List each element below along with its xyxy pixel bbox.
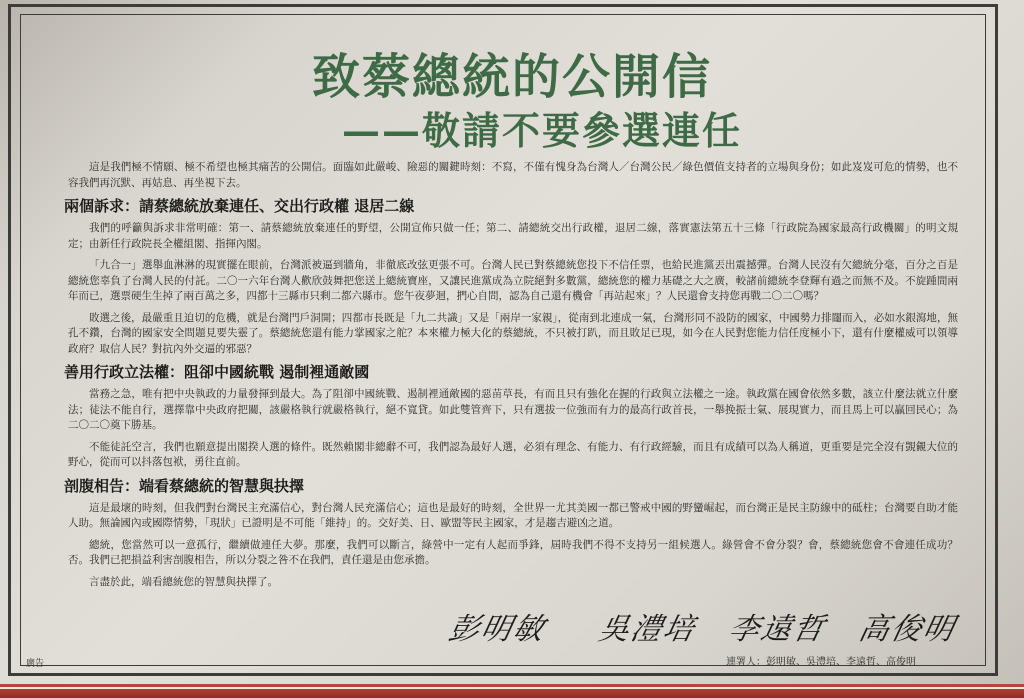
signature-1: 彭明敏: [445, 612, 549, 647]
section1-paragraph: 我們的呼籲與訴求非常明確：第一、請蔡總統放棄連任的野望，公開宣佈只做一任；第二、請總統交出行政權，退居二線，落實憲法第五十三條「行政院為國家最高行政機關」的明文規定；由新任行政院長全權組閣、指揮內閣。: [68, 222, 958, 250]
letter-body: [64, 160, 958, 596]
ad-label: 廣告: [26, 659, 45, 669]
red-footer-strip: [0, 684, 1024, 698]
page-subtitle: ——敬請不要參選連任: [341, 108, 742, 153]
closing-paragraph: 言盡於此，端看總統您的智慧與抉擇了。: [89, 575, 278, 588]
signature-3: 李遠哲: [725, 612, 829, 647]
section1-paragraph: 敗選之後，最嚴重且迫切的危機，就是台灣門戶洞開；四都市長既是「九二共識」又是「兩岸一家親」，從南到北連成一氣，台灣形同不設防的國家，中國勢力排闥而入，必如水銀瀉地，無孔不鑽，台灣的國家安全問題見要失靈了。蔡總統您還有能力掌國家之舵？本來權力極大化的蔡總統，不只被打趴，而且敗足已現，如今在人民對您能力信任度極小下，還有什麼權威可以領導政府？取信人民？對抗內外交逼的邪惡？: [68, 311, 958, 355]
signers-line: 連署人：彭明敏、吳澧培、李遠哲、高俊明: [726, 657, 916, 668]
intro-paragraph: 這是我們極不情願、極不希望也極其痛苦的公開信。面臨如此嚴峻、險惡的關鍵時刻：不寫，不僅有愧身為台灣人／台灣公民／綠色價值支持者的立場與身份；如此岌岌可危的情勢，也不容我們再沉默、再姑息、再坐視下去。: [68, 161, 958, 189]
section-heading-3: 剖腹相告：端看蔡總統的智慧與抉擇: [64, 476, 305, 495]
signature-4: 高俊明: [855, 612, 959, 647]
section2-paragraph: 不能徒託空言，我們也願意提出閣揆人選的條件。既然賴閣非總辭不可，我們認為最好人選，必須有理念、有能力、有行政經驗，而且有成績可以為人稱道，更重要是完全沒有覬覦大位的野心，從而可以抖落包袱，勇往直前。: [68, 440, 958, 468]
page-title: 致蔡總統的公開信: [311, 49, 712, 105]
strip-divider: [0, 687, 1024, 689]
section1-paragraph: 「九合一」選舉血淋淋的現實擺在眼前，台灣派被逼到牆角，非徹底改弦更張不可。台灣人民已對蔡總統您投下不信任票，也給民進黨丟出震撼彈。台灣人民沒有欠總統分毫，百分之百是總統您辜負了台灣人民的付託。二〇一六年台灣人歡欣鼓舞把您送上總統寶座，又讓民進黨成為立院絕對多數黨，總統您的權力基礎之大之廣，較諸前總統李登輝有過之而無不及。不旋踵間兩年而已，選票硬生生掉了兩百萬之多，四都十三縣市只剩二都六縣市。您午夜夢迴，捫心自問，認為自己還有機會「再站起來」？人民還會支持您再戰二〇二〇嗎？: [68, 259, 958, 302]
section2-paragraph: 當務之急，唯有把中央執政的力量發揮到最大。為了阻卻中國統戰、遏制裡通敵國的惡苗草長，有而且只有強化在握的行政與立法權之一途。執政黨在國會依然多數，該立什麼法就立什麼法；徒法不能自行，選擇靠中央政府把關，該嚴格執行就嚴格執行，絕不寬貸。如此雙管齊下，只有選拔一位強而有力的最高行政首長，一舉挽振士氣、展現實力，而且馬上可以贏回民心；為二〇二〇奠下勝基。: [68, 388, 958, 431]
section-heading-2: 善用行政立法權：阻卻中國統戰 遏制裡通敵國: [64, 363, 370, 381]
signature-2: 吳澧培: [595, 612, 699, 647]
section3-paragraph: 這是最壞的時刻，但我們對台灣民主充滿信心，對台灣人民充滿信心；這也是最好的時刻，全世界一尤其美國一都已警戒中國的野蠻崛起，而台灣正是民主防線中的砥柱；台灣要自助才能人助。無論國內或國際情勢，「現狀」已證明是不可能「維持」的。交好美、日、歐盟等民主國家，才是趨吉避凶之道。: [68, 501, 958, 529]
signature-row: [420, 604, 980, 650]
section-heading-1: 兩個訴求：請蔡總統放棄連任、交出行政權 退居二線: [64, 197, 415, 215]
section3-paragraph: 總統，您當然可以一意孤行，繼續做連任大夢。那麼，我們可以斷言，綠營中一定有人起而爭鋒，屆時我們不得不支持另一組候選人。綠營會不會分裂？會，蔡總統您會不會連任成功？否。我們已把損益利害剖腹相告，所以分裂之咎不在我們，責任還是由您承擔。: [68, 538, 958, 566]
